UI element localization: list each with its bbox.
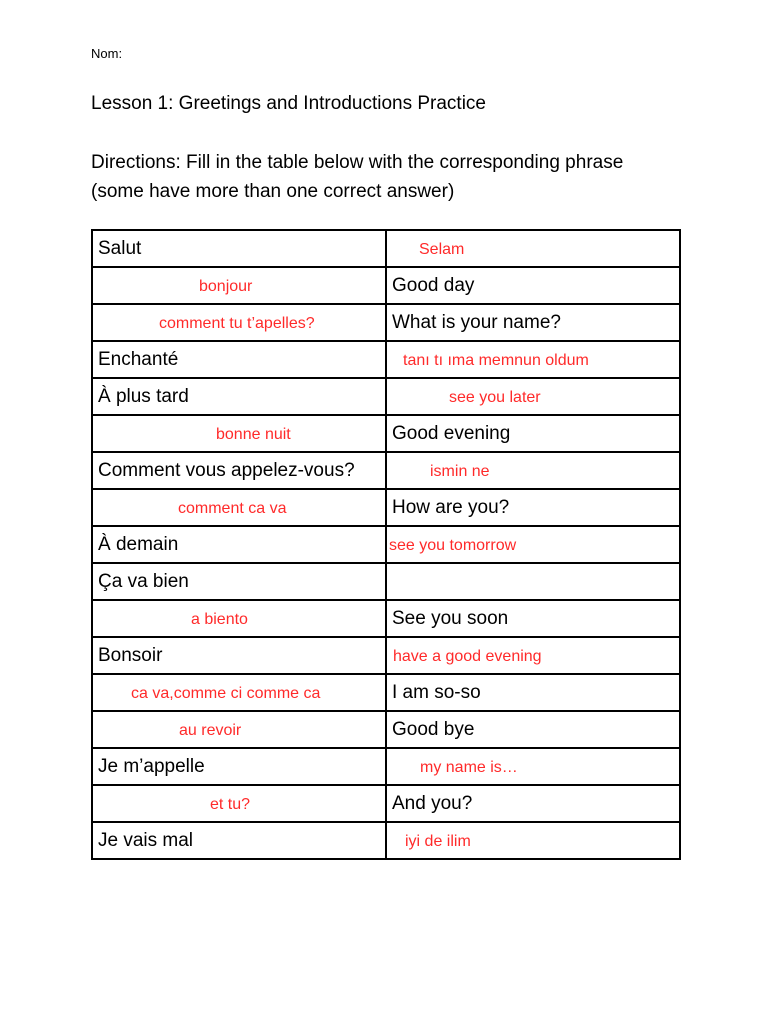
answer-text: au revoir — [179, 721, 242, 739]
directions-line-1: Directions: Fill in the table below with the corresponding phrase — [91, 152, 624, 173]
prompt-text: Salut — [98, 237, 142, 259]
answer-text: have a good evening — [393, 647, 542, 665]
prompt-cell-right — [386, 489, 680, 526]
answer-cell-left[interactable] — [92, 785, 386, 822]
answer-cell-right[interactable] — [386, 230, 680, 267]
answer-cell-left[interactable] — [92, 415, 386, 452]
answer-text: bonjour — [199, 277, 253, 295]
table-row — [92, 674, 680, 711]
answer-cell-left[interactable] — [92, 304, 386, 341]
table-row — [92, 563, 680, 600]
table-row — [92, 341, 680, 378]
prompt-text: Je m’appelle — [98, 755, 205, 777]
directions — [91, 148, 731, 206]
prompt-cell-right — [386, 415, 680, 452]
directions-line-2: (some have more than one correct answer) — [91, 181, 455, 202]
answer-cell-right[interactable] — [386, 637, 680, 674]
table-row — [92, 637, 680, 674]
table-row — [92, 378, 680, 415]
prompt-text: See you soon — [392, 607, 509, 629]
prompt-cell-left — [92, 748, 386, 785]
table-row — [92, 526, 680, 563]
answer-text: Selam — [419, 240, 465, 258]
prompt-text: Good day — [392, 274, 475, 296]
table-row — [92, 230, 680, 267]
answer-text: tanı tı ıma memnun oldum — [403, 351, 589, 369]
practice-table — [91, 229, 681, 860]
answer-cell-right[interactable] — [386, 341, 680, 378]
prompt-cell-right — [386, 600, 680, 637]
prompt-cell-left — [92, 563, 386, 600]
prompt-cell-right — [386, 711, 680, 748]
prompt-text: Bonsoir — [98, 644, 163, 666]
answer-text: bonne nuit — [216, 425, 291, 443]
table-row — [92, 600, 680, 637]
prompt-text: And you? — [392, 792, 473, 814]
prompt-text: Je vais mal — [98, 829, 194, 851]
prompt-cell-right — [386, 304, 680, 341]
prompt-text: I am so-so — [392, 681, 481, 703]
prompt-cell-right — [386, 267, 680, 304]
prompt-text: À plus tard — [98, 385, 189, 407]
table-row — [92, 304, 680, 341]
answer-cell-left[interactable] — [92, 674, 386, 711]
prompt-cell-left — [92, 378, 386, 415]
prompt-text: Good evening — [392, 422, 511, 444]
answer-cell-left[interactable] — [92, 267, 386, 304]
lesson-title: Lesson 1: Greetings and Introductions Practice — [91, 93, 487, 114]
table-row — [92, 822, 680, 859]
answer-cell-right[interactable] — [386, 526, 680, 563]
table-row — [92, 711, 680, 748]
answer-cell-right[interactable] — [386, 378, 680, 415]
prompt-cell-right — [386, 674, 680, 711]
prompt-text: Good bye — [392, 718, 475, 740]
answer-text: comment ca va — [178, 499, 287, 517]
prompt-text: What is your name? — [392, 311, 561, 333]
answer-cell-right[interactable] — [386, 452, 680, 489]
prompt-text: Comment vous appelez-vous? — [98, 459, 355, 481]
table-row — [92, 785, 680, 822]
answer-text: ca va,comme ci comme ca — [131, 684, 321, 702]
answer-text: ismin ne — [430, 462, 490, 480]
answer-text: comment tu t’apelles? — [159, 314, 315, 332]
answer-cell-right[interactable] — [386, 563, 680, 600]
name-label: Nom: — [91, 46, 123, 61]
answer-text: see you tomorrow — [389, 536, 517, 554]
prompt-cell-left — [92, 452, 386, 489]
answer-text: a biento — [191, 610, 248, 628]
practice-table-body — [92, 230, 680, 859]
prompt-cell-left — [92, 637, 386, 674]
answer-text: see you later — [449, 388, 541, 406]
answer-text: my name is… — [420, 758, 518, 776]
prompt-text: À demain — [98, 533, 179, 555]
answer-cell-right[interactable] — [386, 822, 680, 859]
prompt-cell-left — [92, 230, 386, 267]
table-row — [92, 748, 680, 785]
answer-cell-left[interactable] — [92, 489, 386, 526]
answer-text: et tu? — [210, 795, 251, 813]
prompt-cell-left — [92, 526, 386, 563]
prompt-cell-left — [92, 341, 386, 378]
prompt-text: Enchanté — [98, 348, 179, 370]
table-row — [92, 415, 680, 452]
prompt-cell-left — [92, 822, 386, 859]
answer-text: iyi de ilim — [405, 832, 471, 850]
answer-cell-left[interactable] — [92, 711, 386, 748]
table-row — [92, 489, 680, 526]
prompt-text: How are you? — [392, 496, 510, 518]
answer-cell-left[interactable] — [92, 600, 386, 637]
table-row — [92, 267, 680, 304]
prompt-text: Ça va bien — [98, 570, 189, 592]
answer-cell-right[interactable] — [386, 748, 680, 785]
prompt-cell-right — [386, 785, 680, 822]
table-row — [92, 452, 680, 489]
